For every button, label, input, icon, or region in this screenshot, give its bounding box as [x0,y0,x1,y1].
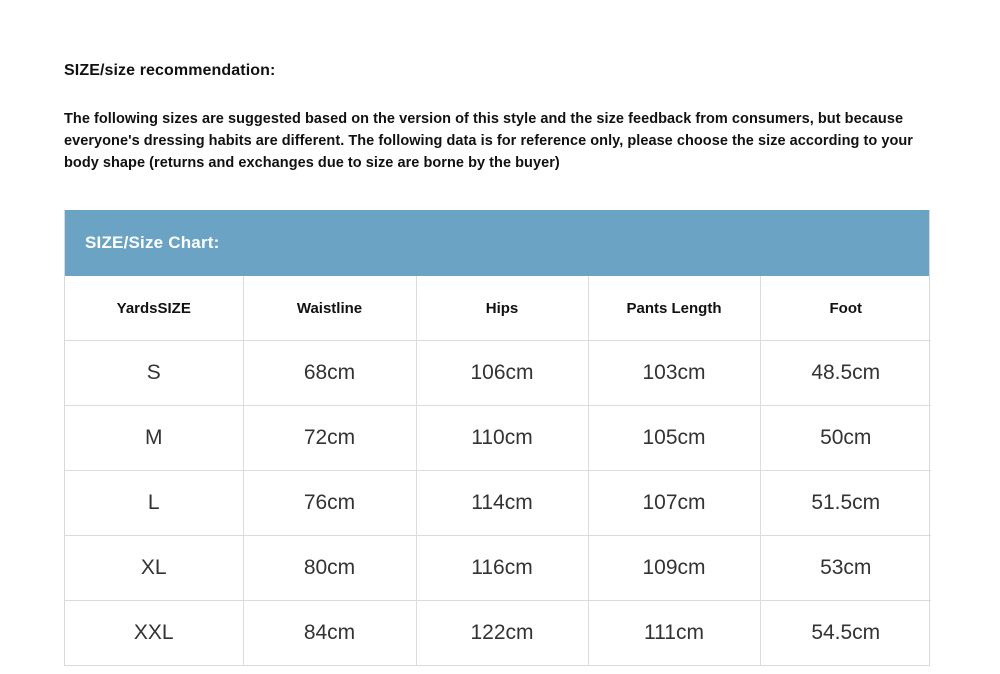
cell-waistline: 80cm [243,536,416,601]
cell-hips: 122cm [416,601,588,666]
cell-waistline: 72cm [243,406,416,471]
cell-foot: 50cm [760,406,931,471]
column-header-yardssize: YardsSIZE [65,276,243,341]
page-title: SIZE/size recommendation: [64,62,276,79]
column-header-pants-length: Pants Length [588,276,760,341]
table-row [65,601,931,666]
intro-paragraph: The following sizes are suggested based on the version of this style and the size feedback from consumers, but because everyone's dressing habits are different. The following data is for reference only, please choose the size according to your body shape (returns and exchanges due to size are borne by the buyer) [64,111,913,172]
table-row [65,471,931,536]
cell-hips: 114cm [416,471,588,536]
table-row [65,406,931,471]
cell-hips: 110cm [416,406,588,471]
cell-size: XXL [65,601,243,666]
table-row [65,341,931,406]
cell-size: S [65,341,243,406]
size-chart-table [65,276,931,665]
column-header-hips: Hips [416,276,588,341]
table-header-row [65,276,931,341]
cell-size: XL [65,536,243,601]
cell-pants-length: 111cm [588,601,760,666]
cell-pants-length: 109cm [588,536,760,601]
cell-pants-length: 103cm [588,341,760,406]
column-header-waistline: Waistline [243,276,416,341]
cell-pants-length: 105cm [588,406,760,471]
cell-size: L [65,471,243,536]
cell-pants-length: 107cm [588,471,760,536]
cell-foot: 54.5cm [811,621,881,645]
cell-waistline: 76cm [243,471,416,536]
size-chart-table-container [64,210,930,666]
size-chart-table-title: SIZE/Size Chart: [65,210,929,276]
cell-foot: 51.5cm [760,471,931,536]
cell-waistline: 68cm [243,341,416,406]
cell-foot: 48.5cm [760,341,931,406]
cell-foot: 53cm [760,536,931,601]
cell-size: M [65,406,243,471]
cell-waistline: 84cm [243,601,416,666]
cell-hips: 116cm [416,536,588,601]
column-header-foot: Foot [760,276,931,341]
cell-hips: 106cm [416,341,588,406]
table-row [65,536,931,601]
